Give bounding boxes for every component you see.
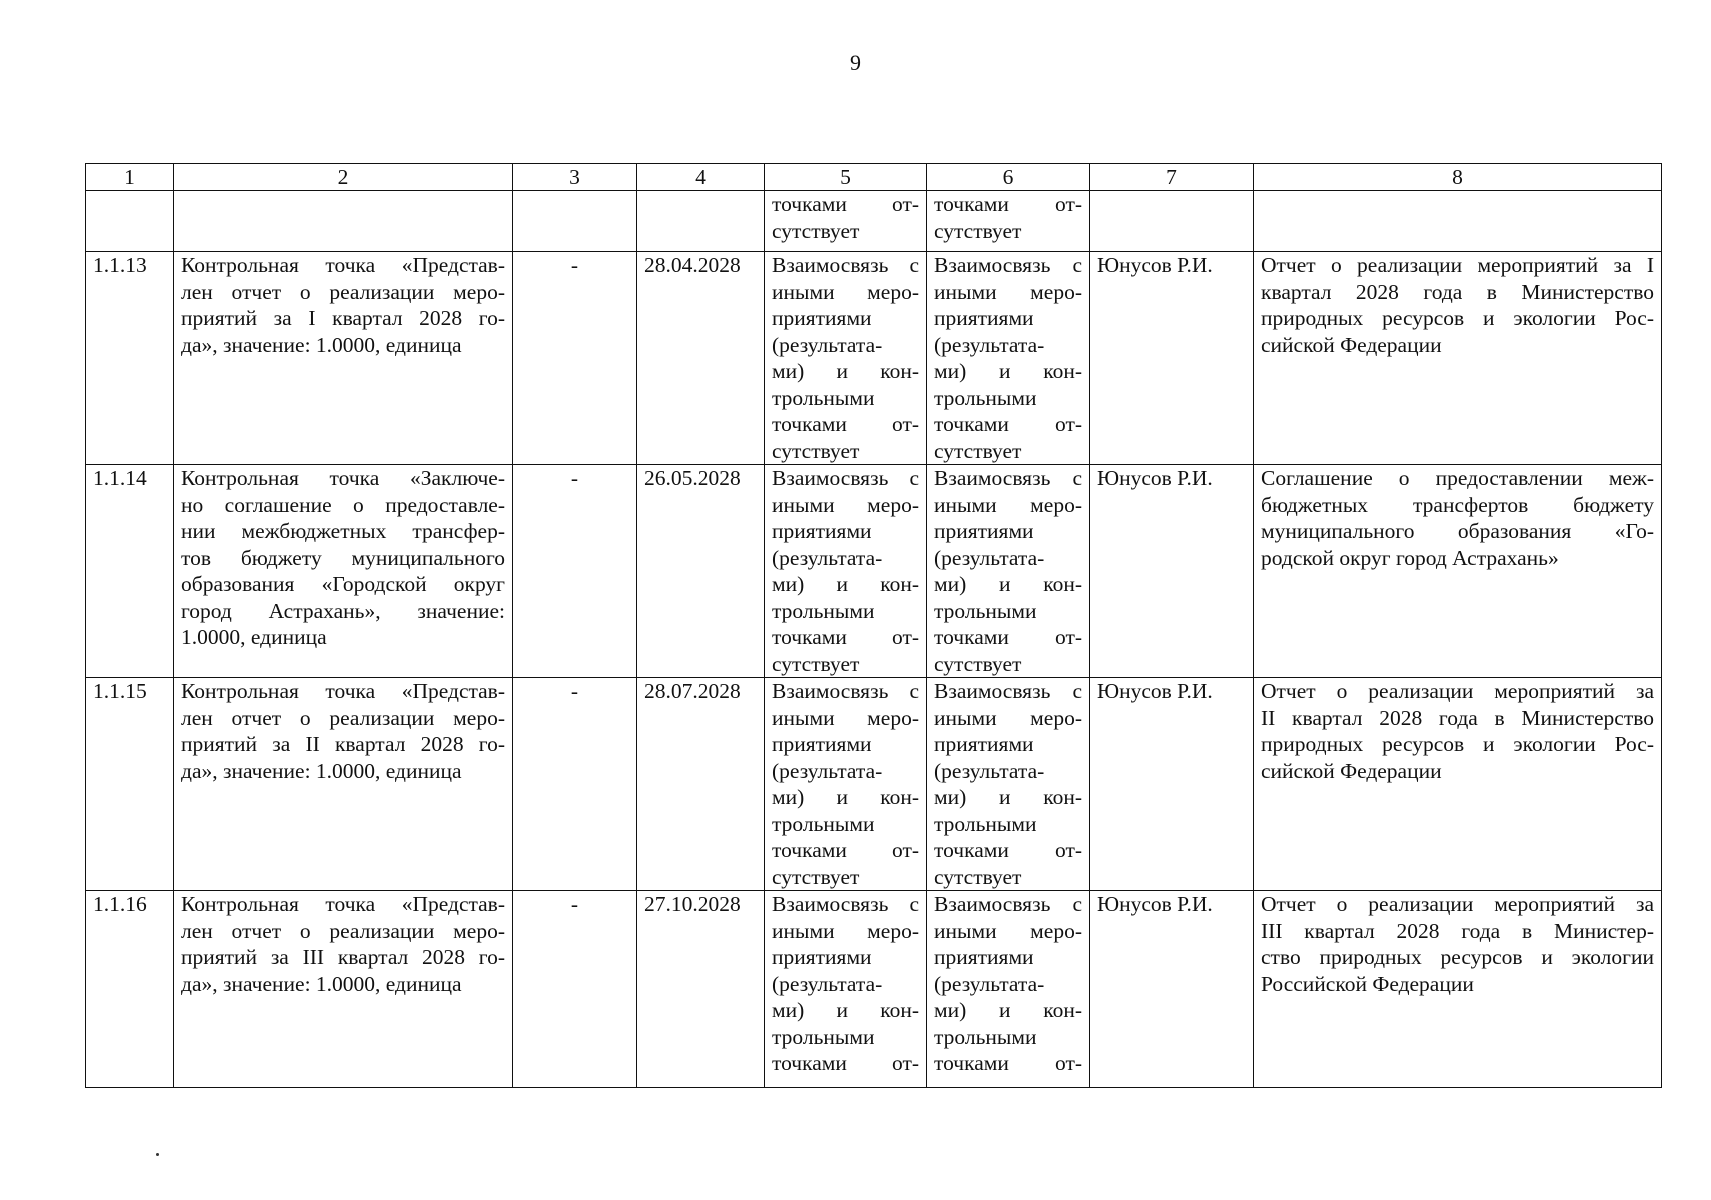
- description-cell: [174, 891, 513, 1088]
- text-line: ми) и кон-: [772, 359, 919, 383]
- text-line: приятий за III квартал 2028 го-: [181, 945, 505, 969]
- text-line: сийской Федерации: [1261, 332, 1442, 357]
- text-line: город Астрахань», значение:: [181, 598, 505, 623]
- text-line: сутствует: [934, 218, 1022, 243]
- interrelation-cell: [765, 465, 927, 678]
- result-cell: [1254, 678, 1662, 891]
- text-line: лен отчет о реализации меро-: [181, 279, 505, 304]
- interrelation-cell: [927, 191, 1090, 252]
- text-line: иными меро-: [934, 279, 1082, 304]
- text-line: трольными: [772, 811, 875, 836]
- text-line: точками от-: [934, 1051, 1082, 1075]
- text-line: (результата-: [772, 971, 883, 996]
- header-row: [86, 164, 1662, 191]
- responsible-cell: Юнусов Р.И.: [1090, 252, 1254, 465]
- text-line: Взаимосвязь с: [934, 253, 1082, 277]
- text-line: тов бюджету муниципального: [181, 545, 505, 570]
- result-cell: [1254, 891, 1662, 1088]
- text-line: нии межбюджетных трансфер-: [181, 519, 505, 543]
- text-line: иными меро-: [934, 492, 1082, 517]
- text-line: сийской Федерации: [1261, 758, 1442, 783]
- text-line: лен отчет о реализации меро-: [181, 918, 505, 943]
- text-line: сутствует: [934, 864, 1022, 889]
- text-line: муниципального образования «Го-: [1261, 519, 1654, 543]
- text-line: иными меро-: [772, 492, 919, 517]
- text-line: ми) и кон-: [934, 572, 1082, 596]
- text-line: точками от-: [772, 192, 919, 216]
- text-line: точками от-: [934, 625, 1082, 649]
- text-line: сутствует: [772, 651, 860, 676]
- text-line: трольными: [934, 1024, 1037, 1049]
- text-line: Взаимосвязь с: [934, 892, 1082, 916]
- text-line: Российской Федерации: [1261, 971, 1474, 996]
- text-line: Взаимосвязь с: [772, 253, 919, 277]
- table-cell: [1254, 191, 1662, 252]
- control-points-table: [85, 163, 1662, 1088]
- table-cell: [86, 191, 174, 252]
- column-header: 5: [765, 164, 927, 191]
- text-line: трольными: [934, 598, 1037, 623]
- text-line: (результата-: [934, 758, 1045, 783]
- dash-cell: -: [513, 465, 637, 678]
- scan-speck: [156, 1153, 159, 1156]
- table-row: [86, 252, 1662, 465]
- column-header: 2: [174, 164, 513, 191]
- interrelation-cell: [765, 191, 927, 252]
- column-header: 7: [1090, 164, 1254, 191]
- text-line: иными меро-: [934, 918, 1082, 943]
- text-line: ми) и кон-: [934, 998, 1082, 1022]
- date-cell: 28.07.2028: [637, 678, 765, 891]
- description-cell: [174, 465, 513, 678]
- row-number: 1.1.15: [86, 678, 174, 891]
- row-number: 1.1.14: [86, 465, 174, 678]
- text-line: точками от-: [934, 412, 1082, 436]
- text-line: сутствует: [772, 218, 860, 243]
- date-cell: 27.10.2028: [637, 891, 765, 1088]
- text-line: точками от-: [772, 412, 919, 436]
- text-line: приятий за II квартал 2028 го-: [181, 732, 505, 756]
- dash-cell: -: [513, 891, 637, 1088]
- text-line: приятиями: [772, 519, 872, 543]
- text-line: Отчет о реализации мероприятий за: [1261, 679, 1654, 703]
- text-line: сутствует: [772, 864, 860, 889]
- text-line: образования «Городской округ: [181, 572, 505, 596]
- text-line: (результата-: [772, 758, 883, 783]
- text-line: ми) и кон-: [772, 572, 919, 596]
- text-line: (результата-: [934, 332, 1045, 357]
- text-line: Взаимосвязь с: [772, 892, 919, 916]
- dash-cell: -: [513, 252, 637, 465]
- text-line: 1.0000, единица: [181, 625, 327, 649]
- text-line: ми) и кон-: [934, 359, 1082, 383]
- table-cell: [174, 191, 513, 252]
- text-line: сутствует: [772, 438, 860, 463]
- table-cell: [513, 191, 637, 252]
- responsible-cell: Юнусов Р.И.: [1090, 465, 1254, 678]
- text-line: трольными: [772, 598, 875, 623]
- interrelation-cell: [927, 252, 1090, 465]
- row-number: 1.1.13: [86, 252, 174, 465]
- interrelation-cell: [765, 891, 927, 1088]
- interrelation-cell: [927, 465, 1090, 678]
- text-line: (результата-: [934, 545, 1045, 570]
- text-line: ми) и кон-: [934, 785, 1082, 809]
- text-line: точками от-: [934, 192, 1082, 216]
- date-cell: 28.04.2028: [637, 252, 765, 465]
- text-line: трольными: [772, 385, 875, 410]
- text-line: Взаимосвязь с: [934, 679, 1082, 703]
- text-line: Отчет о реализации мероприятий за I: [1261, 253, 1654, 277]
- text-line: бюджетных трансфертов бюджету: [1261, 492, 1654, 517]
- dash-cell: -: [513, 678, 637, 891]
- text-line: Взаимосвязь с: [772, 466, 919, 490]
- responsible-cell: Юнусов Р.И.: [1090, 678, 1254, 891]
- column-header: 1: [86, 164, 174, 191]
- text-line: но соглашение о предоставле-: [181, 492, 505, 517]
- text-line: да», значение: 1.0000, единица: [181, 758, 462, 783]
- text-line: природных ресурсов и экологии Рос-: [1261, 732, 1654, 756]
- text-line: иными меро-: [772, 705, 919, 730]
- text-line: приятиями: [934, 732, 1034, 756]
- text-line: иными меро-: [934, 705, 1082, 730]
- text-line: ми) и кон-: [772, 785, 919, 809]
- table-cell: [1090, 191, 1254, 252]
- text-line: приятиями: [934, 519, 1034, 543]
- text-line: приятий за I квартал 2028 го-: [181, 306, 505, 330]
- text-line: Контрольная точка «Заключе-: [181, 466, 505, 490]
- text-line: (результата-: [772, 332, 883, 357]
- text-line: да», значение: 1.0000, единица: [181, 971, 462, 996]
- column-header: 4: [637, 164, 765, 191]
- text-line: точками от-: [934, 838, 1082, 862]
- text-line: родской округ город Астрахань»: [1261, 545, 1559, 570]
- text-line: сутствует: [934, 438, 1022, 463]
- table-cell: [637, 191, 765, 252]
- text-line: Соглашение о предоставлении меж-: [1261, 466, 1654, 490]
- table-row: [86, 465, 1662, 678]
- text-line: трольными: [772, 1024, 875, 1049]
- text-line: (результата-: [934, 971, 1045, 996]
- text-line: квартал 2028 года в Министерство: [1261, 279, 1654, 304]
- text-line: точками от-: [772, 625, 919, 649]
- text-line: сутствует: [934, 651, 1022, 676]
- text-line: ми) и кон-: [772, 998, 919, 1022]
- text-line: Отчет о реализации мероприятий за: [1261, 892, 1654, 916]
- text-line: II квартал 2028 года в Министерство: [1261, 705, 1654, 730]
- description-cell: [174, 252, 513, 465]
- table-row: [86, 891, 1662, 1088]
- text-line: да», значение: 1.0000, единица: [181, 332, 462, 357]
- interrelation-cell: [765, 252, 927, 465]
- text-line: точками от-: [772, 838, 919, 862]
- text-line: иными меро-: [772, 918, 919, 943]
- row-number: 1.1.16: [86, 891, 174, 1088]
- text-line: Взаимосвязь с: [934, 466, 1082, 490]
- interrelation-cell: [927, 891, 1090, 1088]
- text-line: приятиями: [772, 306, 872, 330]
- text-line: приятиями: [772, 945, 872, 969]
- result-cell: [1254, 252, 1662, 465]
- text-line: Контрольная точка «Представ-: [181, 679, 505, 703]
- column-header: 6: [927, 164, 1090, 191]
- text-line: (результата-: [772, 545, 883, 570]
- text-line: природных ресурсов и экологии Рос-: [1261, 306, 1654, 330]
- page-number: 9: [850, 50, 861, 75]
- text-line: Взаимосвязь с: [772, 679, 919, 703]
- responsible-cell: Юнусов Р.И.: [1090, 891, 1254, 1088]
- table-row: [86, 678, 1662, 891]
- text-line: приятиями: [934, 945, 1034, 969]
- description-cell: [174, 678, 513, 891]
- text-line: трольными: [934, 811, 1037, 836]
- text-line: приятиями: [772, 732, 872, 756]
- result-cell: [1254, 465, 1662, 678]
- interrelation-cell: [927, 678, 1090, 891]
- text-line: лен отчет о реализации меро-: [181, 705, 505, 730]
- column-header: 3: [513, 164, 637, 191]
- text-line: трольными: [934, 385, 1037, 410]
- text-line: Контрольная точка «Представ-: [181, 892, 505, 916]
- text-line: приятиями: [934, 306, 1034, 330]
- text-line: III квартал 2028 года в Министер-: [1261, 918, 1654, 943]
- text-line: точками от-: [772, 1051, 919, 1075]
- date-cell: 26.05.2028: [637, 465, 765, 678]
- text-line: Контрольная точка «Представ-: [181, 253, 505, 277]
- text-line: ство природных ресурсов и экологии: [1261, 945, 1654, 969]
- interrelation-cell: [765, 678, 927, 891]
- continuation-row: [86, 191, 1662, 252]
- column-header: 8: [1254, 164, 1662, 191]
- text-line: иными меро-: [772, 279, 919, 304]
